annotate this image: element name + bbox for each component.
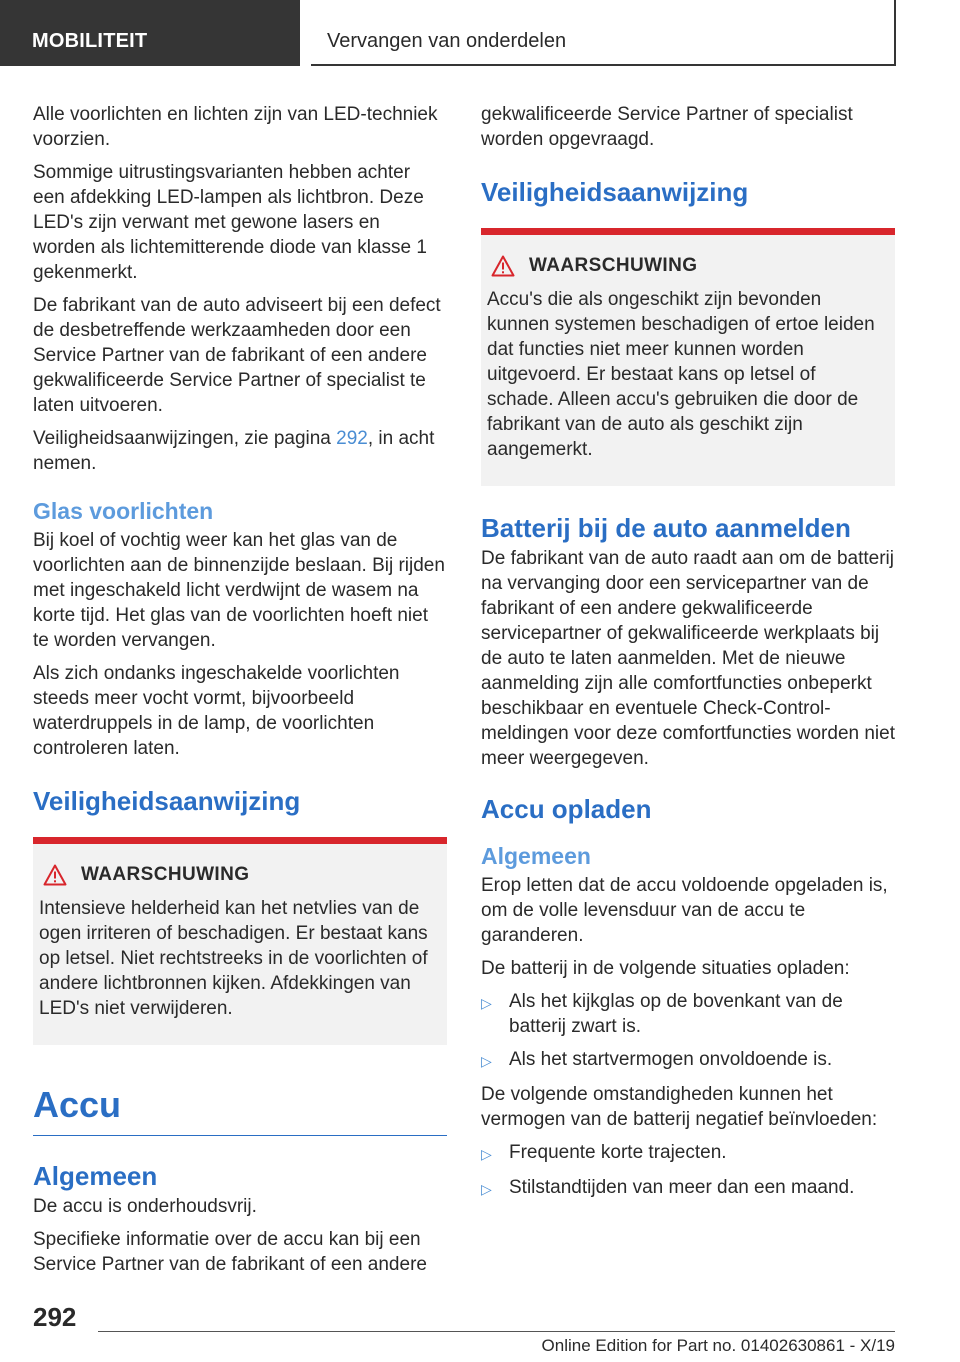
paragraph: De batterij in de volgende situaties opladen:	[481, 958, 850, 979]
heading-glas-voorlichten: Glas voorlichten	[33, 498, 214, 524]
paragraph: Bij koel of vochtig weer kan het glas van de voorlichten aan de binnenzijde beslaan. Bij rijden met ingeschakeld licht verdwijnt de wasem na korte tijd. Het glas van de voorlichten hoeft niet te worden vervangen.	[33, 530, 445, 651]
heading-veiligheidsaanwijzing: Veiligheidsaanwijzing	[33, 786, 301, 816]
heading-accu: Accu	[33, 1084, 122, 1125]
warning-triangle-icon	[491, 255, 515, 277]
heading-algemeen: Algemeen	[33, 1161, 158, 1191]
page-link[interactable]: 292	[336, 428, 368, 449]
list-item	[481, 1175, 895, 1202]
warning-box	[33, 837, 447, 1045]
header-section-label: MOBILITEIT	[0, 0, 300, 66]
list-item-text: Stilstandtijden van meer dan een maand.	[509, 1177, 855, 1198]
warning-title-text: WAARSCHUWING	[529, 255, 698, 276]
triangle-bullet-icon: ▷	[481, 1053, 492, 1069]
paragraph: Sommige uitrustingsvarianten hebben achter een afdekking LED-lampen als lichtbron. Deze LED's zijn verwant met gewone lasers en worden als lichtemitterende diode van klasse 1 gekenmerkt.	[33, 162, 427, 283]
heading-algemeen: Algemeen	[481, 843, 591, 869]
triangle-bullet-icon: ▷	[481, 1181, 492, 1197]
text: Veiligheidsaanwijzingen, zie pagina	[33, 428, 337, 449]
paragraph: gekwalificeerde Service Partner of specialist worden opgevraagd.	[481, 104, 853, 150]
header-topic-label: Vervangen van onderdelen	[311, 0, 896, 66]
right-column	[481, 102, 895, 1210]
triangle-bullet-icon: ▷	[481, 1146, 492, 1162]
list-item	[481, 1140, 895, 1167]
warning-title-text: WAARSCHUWING	[81, 864, 250, 885]
paragraph: Erop letten dat de accu voldoende opgeladen is, om de volle levensduur van de accu te garanderen.	[481, 875, 888, 946]
triangle-bullet-icon: ▷	[481, 995, 492, 1011]
paragraph	[33, 426, 447, 476]
warning-title	[487, 255, 887, 277]
heading-batterij-aanmelden: Batterij bij de auto aanmelden	[481, 513, 851, 543]
paragraph: Specifieke informatie over de accu kan bij een Service Partner van de fabrikant of een andere	[33, 1229, 427, 1275]
paragraph: Alle voorlichten en lichten zijn van LED-techniek voorzien.	[33, 104, 438, 150]
warning-title	[39, 864, 439, 886]
warning-text: Accu's die als ongeschikt zijn bevonden kunnen systemen beschadigen of ertoe leiden dat functies niet meer kunnen worden uitgevoerd. Er bestaat kans op letsel of schade. Alleen accu's gebruiken die door de fabrikant van de auto als geschikt zijn aangemerkt.	[487, 289, 875, 460]
list-item-text: Frequente korte trajecten.	[509, 1142, 727, 1163]
list-item	[481, 989, 895, 1039]
heading-veiligheidsaanwijzing: Veiligheidsaanwijzing	[481, 177, 749, 207]
left-column	[33, 102, 447, 1285]
paragraph: De fabrikant van de auto adviseert bij een defect de desbetreffende werkzaamheden door een Service Partner van de fabrikant of een andere gekwalificeerde Service Partner of specialist te laten uitvoeren.	[33, 295, 441, 416]
footer-divider	[98, 1331, 895, 1332]
paragraph: De accu is onderhoudsvrij.	[33, 1196, 257, 1217]
page-number: 292	[33, 1302, 77, 1332]
warning-text: Intensieve helderheid kan het netvlies van de ogen irriteren of beschadigen. Er bestaat kans op letsel. Niet rechtstreeks in de voorlichten of andere lichtbronnen kijken. Afdekkingen van LED's niet verwijderen.	[39, 898, 428, 1019]
list-item	[481, 1047, 895, 1074]
footer-edition-text: Online Edition for Part no. 01402630861 - X/19	[541, 1336, 895, 1355]
heading-divider	[33, 1135, 447, 1136]
list-item-text: Als het startvermogen onvoldoende is.	[509, 1049, 833, 1070]
list-item-text: Als het kijkglas op de bovenkant van de batterij zwart is.	[509, 991, 843, 1037]
text: , in acht nemen.	[33, 428, 435, 474]
warning-box	[481, 228, 895, 486]
bullet-list	[481, 989, 895, 1074]
heading-accu-opladen: Accu opladen	[481, 794, 652, 824]
bullet-list	[481, 1140, 895, 1202]
paragraph: Als zich ondanks ingeschakelde voorlichten steeds meer vocht vormt, bijvoorbeeld waterdruppels in de lamp, de voorlichten controleren laten.	[33, 663, 400, 759]
paragraph: De volgende omstandigheden kunnen het vermogen van de batterij negatief beïnvloeden:	[481, 1084, 878, 1130]
paragraph: De fabrikant van de auto raadt aan om de batterij na vervanging door een servicepartner van de fabrikant of een andere gekwalificeerde servicepartner of gekwalificeerde werkplaats bij de auto te laten aanmelden. Met de nieuwe aanmelding zijn alle comfortfuncties onbeperkt beschikbaar en eventuele Check-Control-meldingen voor deze comfortfuncties worden niet meer weergegeven.	[481, 548, 896, 769]
warning-triangle-icon	[43, 864, 67, 886]
